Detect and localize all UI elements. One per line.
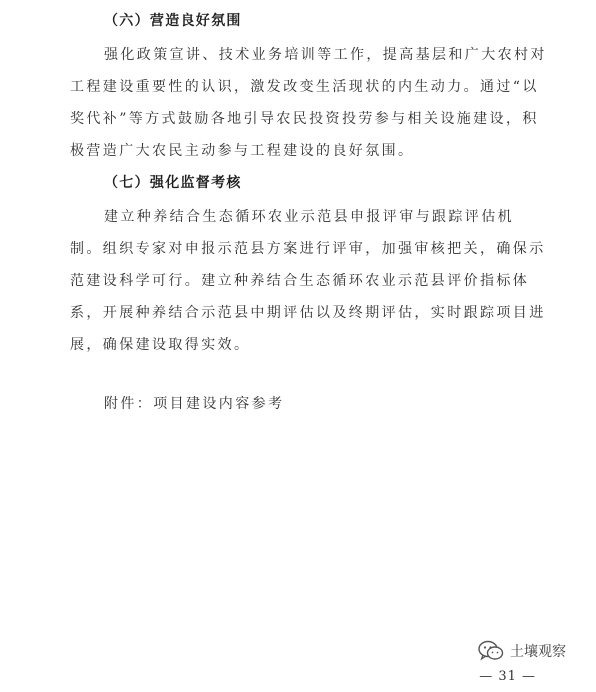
wechat-icon — [478, 640, 504, 662]
watermark — [478, 640, 566, 662]
watermark-text: 土壤观察 — [510, 644, 566, 660]
section-7-line-5: 展，确保建设取得实效。 — [70, 337, 251, 353]
section-6-heading: （六）营造良好氛围 — [104, 13, 242, 29]
attachment-note: 附件：项目建设内容参考 — [104, 396, 285, 412]
section-6-line-1: 强化政策宣讲、技术业务培训等工作，提高基层和广大农村对 — [104, 47, 547, 63]
page-number: — 31 — — [479, 669, 536, 684]
section-6-line-2: 工程建设重要性的认识，激发改变生活现状的内生动力。通过“以 — [70, 79, 539, 95]
section-7-line-4: 系，开展种养结合示范县中期评估以及终期评估，实时跟踪项目进 — [70, 305, 546, 321]
section-6-line-4: 极营造广大农民主动参与工程建设的良好氛围。 — [70, 143, 415, 159]
section-7-line-3: 范建设科学可行。建立种养结合生态循环农业示范县评价指标体 — [70, 273, 530, 289]
section-7-heading: （七）强化监督考核 — [104, 175, 242, 191]
section-7-line-2: 制。组织专家对申报示范县方案进行评审，加强审核把关，确保示 — [70, 241, 546, 257]
section-7-line-1: 建立种养结合生态循环农业示范县申报评审与跟踪评估机 — [104, 209, 514, 225]
section-6-line-3: 奖代补”等方式鼓励各地引导农民投资投劳参与相关设施建设，积 — [70, 111, 539, 127]
